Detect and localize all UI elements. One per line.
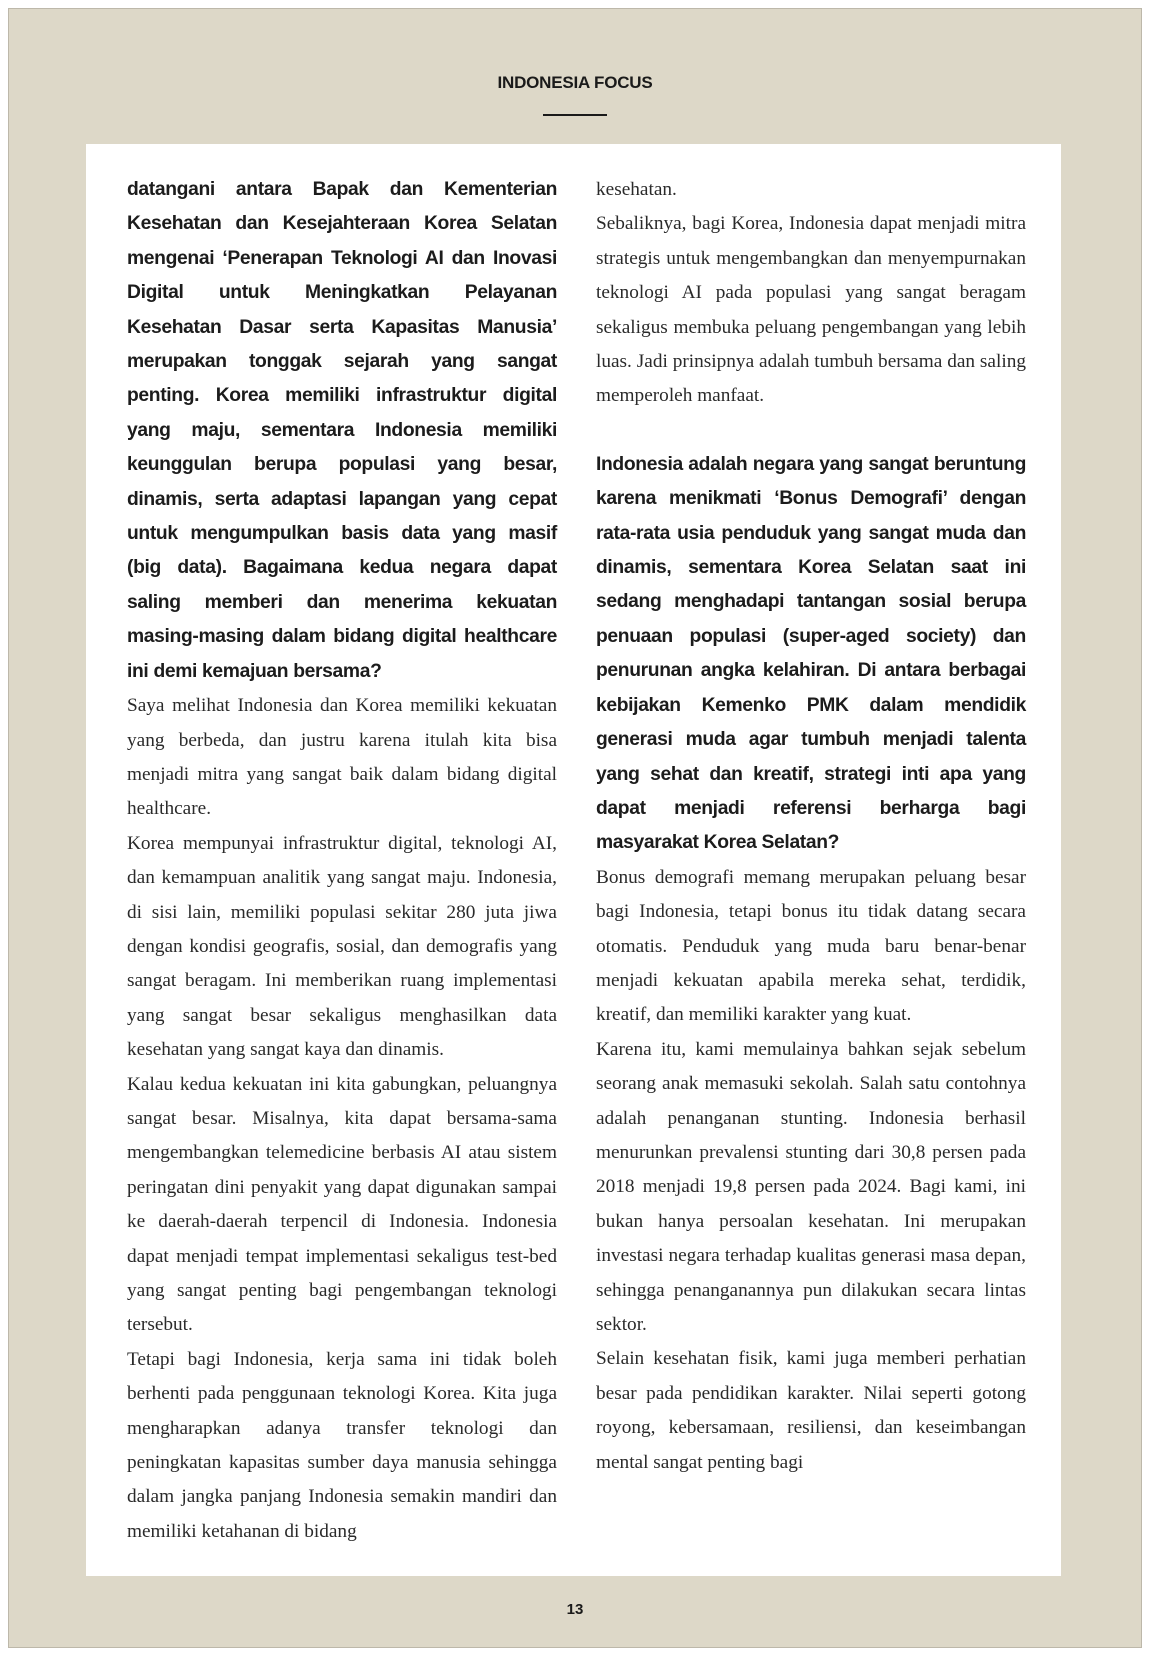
answer-paragraph: Sebaliknya, bagi Korea, Indonesia dapat menjadi mitra strategis untuk mengembangkan dan menyempurnakan teknologi AI pada populasi yang sangat beragam sekaligus membuka peluang pengembangan yang lebih luas. Jadi prinsipnya adalah tumbuh bersama dan saling memperoleh manfaat. xyxy=(596,213,1026,407)
page-number: 13 xyxy=(566,1601,584,1618)
paragraph-spacer xyxy=(596,414,1026,448)
magazine-page xyxy=(8,8,1142,1648)
interview-question: Indonesia adalah negara yang sangat beruntung karena menikmati ‘Bonus Demografi’ dengan rata-rata usia penduduk yang sangat muda dan dinamis, sementara Korea Selatan saat ini sedang menghadapi tantangan sosial berupa penuaan populasi (super-aged society) dan penurunan angka kelahiran. Di antara berbagai kebijakan Kemenko PMK dalam mendidik generasi muda agar tumbuh menjadi talenta yang sehat dan kreatif, strategi inti apa yang dapat menjadi referensi berharga bagi masyarakat Korea Selatan? xyxy=(596,453,1026,854)
answer-paragraph: Kalau kedua kekuatan ini kita gabungkan, peluangnya sangat besar. Misalnya, kita dapat bersama-sama mengembangkan telemedicine berbasis AI atau sistem peringatan dini penyakit yang dapat digunakan sampai ke daerah-daerah terpencil di Indonesia. Indonesia dapat menjadi tempat implementasi sekaligus test-bed yang sangat penting bagi pengembangan teknologi tersebut. xyxy=(127,1073,557,1336)
right-column xyxy=(596,173,1026,1480)
left-column xyxy=(127,173,557,1549)
header-divider xyxy=(543,114,607,116)
interview-question: datangani antara Bapak dan Kementerian Kesehatan dan Kesejahteraan Korea Selatan mengenai ‘Penerapan Teknologi AI dan Inovasi Digital untuk Meningkatkan Pelayanan Kesehatan Dasar serta Kapasitas Manusia’ merupakan tonggak sejarah yang sangat penting. Korea memiliki infrastruktur digital yang maju, sementara Indonesia memiliki keunggulan berupa populasi yang besar, dinamis, serta adaptasi lapangan yang cepat untuk mengumpulkan basis data yang masif (big data). Bagaimana kedua negara dapat saling memberi dan menerima kekuatan masing-masing dalam bidang digital healthcare ini demi kemajuan bersama? xyxy=(127,179,557,682)
section-header: INDONESIA FOCUS xyxy=(497,73,653,92)
article-body xyxy=(86,144,1061,1576)
answer-paragraph: Selain kesehatan fisik, kami juga memberi perhatian besar pada pendidikan karakter. Nilai seperti gotong royong, kebersamaan, resiliensi, dan keseimbangan mental sangat penting bagi xyxy=(596,1348,1026,1473)
answer-paragraph: Tetapi bagi Indonesia, kerja sama ini tidak boleh berhenti pada penggunaan teknologi Korea. Kita juga mengharapkan adanya transfer teknologi dan peningkatan kapasitas sumber daya manusia sehingga dalam jangka panjang Indonesia semakin mandiri dan memiliki ketahanan di bidang xyxy=(127,1348,557,1542)
answer-paragraph: Saya melihat Indonesia dan Korea memiliki kekuatan yang berbeda, dan justru karena itulah kita bisa menjadi mitra yang sangat baik dalam bidang digital healthcare. xyxy=(127,695,557,820)
answer-paragraph: Korea mempunyai infrastruktur digital, teknologi AI, dan kemampuan analitik yang sangat maju. Indonesia, di sisi lain, memiliki populasi sekitar 280 juta jiwa dengan kondisi geografis, sosial, dan demografis yang sangat beragam. Ini memberikan ruang implementasi yang sangat besar sekaligus menghasilkan data kesehatan yang sangat kaya dan dinamis. xyxy=(127,832,557,1061)
answer-paragraph: Karena itu, kami memulainya bahkan sejak sebelum seorang anak memasuki sekolah. Salah satu contohnya adalah penanganan stunting. Indonesia berhasil menurunkan prevalensi stunting dari 30,8 persen pada 2018 menjadi 19,8 persen pada 2024. Bagi kami, ini bukan hanya persoalan kesehatan. Ini merupakan investasi negara terhadap kualitas generasi masa depan, sehingga penanganannya pun dilakukan secara lintas sektor. xyxy=(596,1038,1026,1335)
answer-paragraph: Bonus demografi memang merupakan peluang besar bagi Indonesia, tetapi bonus itu tidak datang secara otomatis. Penduduk yang muda baru benar-benar menjadi kekuatan apabila mereka sehat, terdidik, kreatif, dan memiliki karakter yang kuat. xyxy=(596,866,1026,1026)
answer-paragraph: kesehatan. xyxy=(596,179,677,200)
